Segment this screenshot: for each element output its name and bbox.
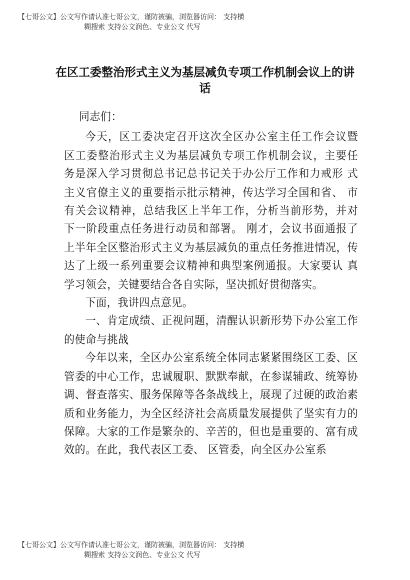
paragraph-intro: 今天，区工委决定召开这次全区办公室主任工作会议暨 区工委整治形式主义为基层减负专项工作机制会议，主要任 务是深入学习贯彻总书记总书记关于办公厅工作和力戒形 式主义官僚主义的重要指示批示精神，传达学习全国和省、 市有关会议精神，总结我区上半年工作，分析当前形势，并对 下一阶段重点任务进行动员和部署。 刚才，会议书面通报了 上半年全区整治形式主义为基层减负的重点任务推进情况，传达了上级一系列重要会议精神和典型案例通报。大家要认 真学习领会，关键要结合各自实际，坚决抓好贯彻落实。 (64, 131, 358, 291)
footer-line-1: 【七哥公文】公文写作请认准七哥公文，谨防被骗，浏览器访问： 支持横 (18, 541, 245, 549)
header-line-1: 【七哥公文】公文写作请认准七哥公文，谨防被骗，浏览器访问： 支持横 (18, 13, 245, 21)
footer-line-2: 糊搜索 支持公文润色、专业公文 代写 (84, 551, 201, 559)
section-heading-1: 一、肯定成绩、正视问题，清醒认识新形势下办公室工作的使命与挑战 (64, 315, 358, 346)
page-footer (18, 540, 398, 560)
page-header (18, 12, 398, 32)
document-title: 在区工委整治形式主义为基层减负专项工作机制会议上的讲话 (55, 65, 355, 95)
salutation: 同志们： (78, 111, 123, 123)
document-body (64, 108, 358, 460)
paragraph-transition: 下面，我讲四点意见。 (85, 297, 194, 310)
paragraph-section-1: 今年以来，全区办公室系统全体同志紧紧围绕区工委、区管委的中心工作，忠诚履职、默默奉献，在参谋辅政、统筹协调、督查落实、服务保障等各条战线上，展现了过硬的政治素质和业务能力，为全区经济社会高质量发展提供了坚实有力的保障。大家的工作是繁杂的、辛苦的，但也是重要的、富有成效的。在此，我代表区工委、 区管委，向全区办公室系 (64, 352, 358, 457)
header-line-2: 糊搜索 支持公文润色、专业公文 代写 (84, 23, 201, 31)
